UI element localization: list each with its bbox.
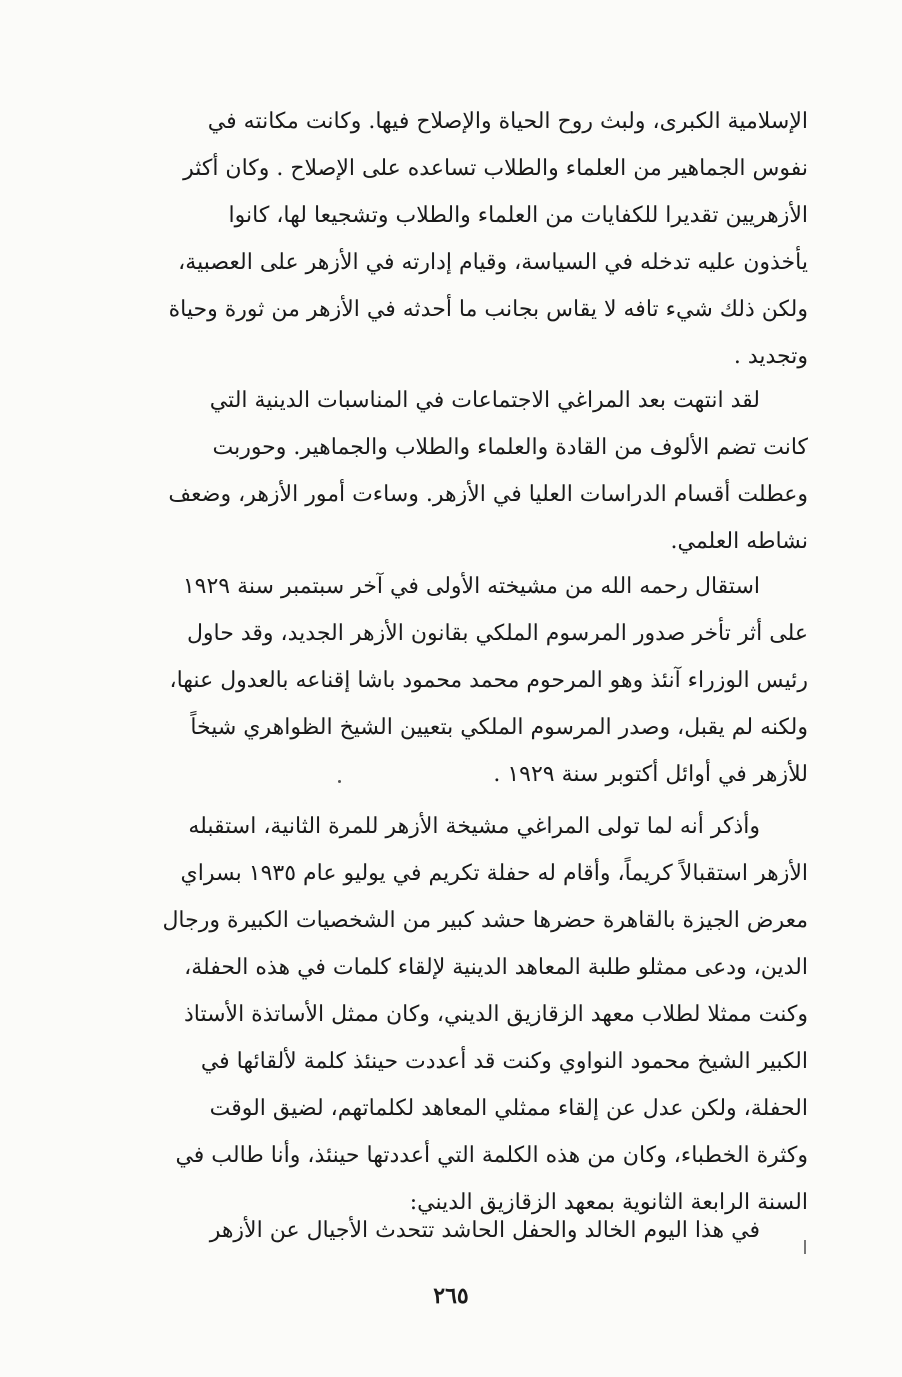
ink-speck (338, 780, 341, 783)
text-line: وعطلت أقسام الدراسات العليا في الأزهر. وساءت أمور الأزهر، وضعف (168, 482, 808, 507)
text-line: وأذكر أنه لما تولى المراغي مشيخة الأزهر للمرة الثانية، استقبله (188, 814, 760, 839)
text-line: معرض الجيزة بالقاهرة حضرها حشد كبير من الشخصيات الكبيرة ورجال (162, 908, 808, 933)
text-line: نفوس الجماهير من العلماء والطلاب تساعده على الإصلاح . وكان أكثر (183, 156, 808, 181)
paragraph-4 (118, 803, 808, 1226)
text-line: ولكن ذلك شيء تافه لا يقاس بجانب ما أحدثه في الأزهر من ثورة وحياة (168, 297, 808, 322)
text-line: رئيس الوزراء آنئذ وهو المرحوم محمد محمود باشا إقناعه بالعدول عنها، (169, 668, 808, 693)
margin-mark (804, 1240, 806, 1254)
text-line: السنة الرابعة الثانوية بمعهد الزقازيق الديني: (409, 1190, 808, 1215)
text-line: الإسلامية الكبرى، ولبث روح الحياة والإصلاح فيها. وكانت مكانته في (207, 109, 808, 134)
text-line: كانت تضم الألوف من القادة والعلماء والطلاب والجماهير. وحوربت (212, 435, 808, 460)
page-number: ٢٦٥ (433, 1283, 469, 1309)
text-line: وكنت ممثلا لطلاب معهد الزقازيق الديني، وكان ممثل الأساتذة الأستاذ (183, 1002, 808, 1027)
text-line: للأزهر في أوائل أكتوبر سنة ١٩٢٩ . (493, 762, 808, 787)
text-line: لقد انتهت بعد المراغي الاجتماعات في المناسبات الدينية التي (209, 388, 760, 413)
text-line: على أثر تأخر صدور المرسوم الملكي بقانون الأزهر الجديد، وقد حاول (186, 621, 808, 646)
text-line: الدين، ودعى ممثلو طلبة المعاهد الدينية لإلقاء كلمات في هذه الحفلة، (184, 955, 808, 980)
text-line: الكبير الشيخ محمود النواوي وكنت قد أعددت حينئذ كلمة لألقائها في (200, 1049, 808, 1074)
text-line: استقال رحمه الله من مشيخته الأولى في آخر سبتمبر سنة ١٩٢٩ (182, 574, 760, 599)
text-line: الأزهريين تقديرا للكفايات من العلماء والطلاب وتشجيعا لها، كانوا (228, 203, 808, 228)
paragraph-5 (118, 1207, 808, 1254)
text-line: يأخذون عليه تدخله في السياسة، وقيام إدارته في الأزهر على العصبية، (178, 250, 808, 275)
paragraph-2 (118, 377, 808, 565)
text-line: وتجديد . (733, 344, 808, 369)
text-line: الأزهر استقبالاً كريماً، وأقام له حفلة تكريم في يوليو عام ١٩٣٥ بسراي (180, 861, 808, 886)
text-line: في هذا اليوم الخالد والحفل الحاشد تتحدث الأجيال عن الأزهر (209, 1218, 760, 1243)
text-line: ولكنه لم يقبل، وصدر المرسوم الملكي بتعيين الشيخ الظواهري شيخاً (190, 715, 808, 740)
text-line: نشاطه العلمي. (670, 529, 808, 554)
text-line: وكثرة الخطباء، وكان من هذه الكلمة التي أعددتها حينئذ، وأنا طالب في (175, 1143, 808, 1168)
text-line: الحفلة، ولكن عدل عن إلقاء ممثلي المعاهد لكلماتهم، لضيق الوقت (209, 1096, 808, 1121)
paragraph-3 (118, 563, 808, 798)
paragraph-1 (118, 98, 808, 380)
